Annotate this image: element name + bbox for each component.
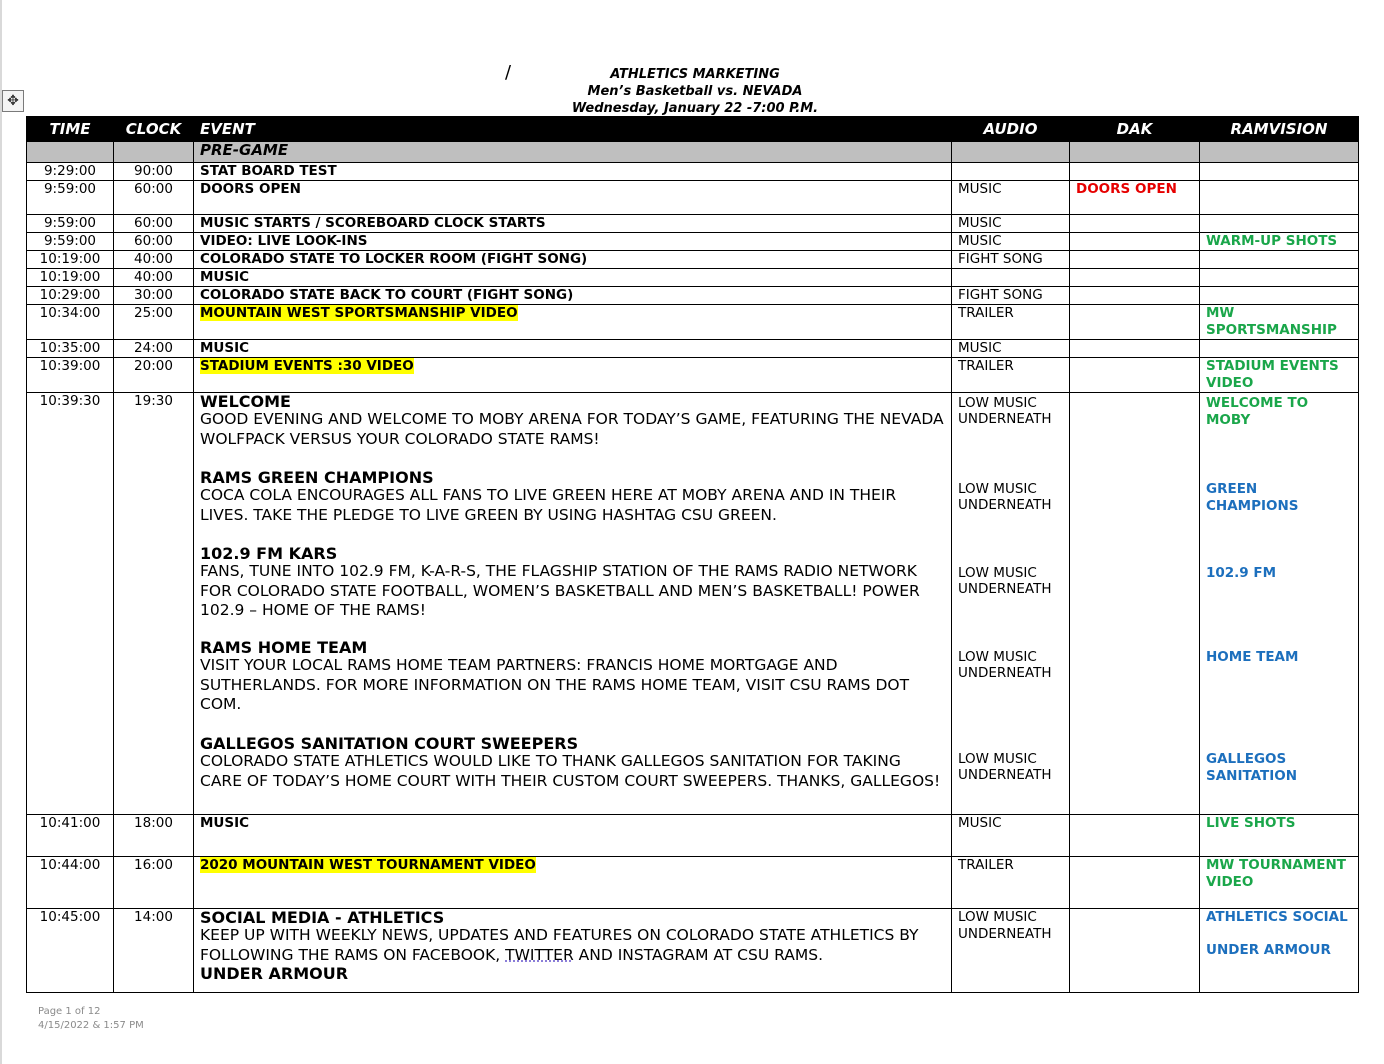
- welcome-block-row: 10:39:30 19:30 WELCOME GOOD EVENING AND WELCOME TO MOBY ARENA FOR TODAY’S GAME, FEATURING THE NEVADA WOLFPACK VERSUS YOUR COLORADO STATE RAMS! RAMS GREEN CHAMPIONS COCA COLA ENCOURAGES ALL FANS TO LIVE GREEN HERE AT MOBY ARENA AND IN THEIR LIVES. TAKE THE PLEDGE TO LIVE GREEN BY USING HASHTAG CSU GREEN. 102.9 FM KARS FANS, TUNE INTO 102.9 FM, K-A-R-S, THE FLAGSHIP STATION OF THE RAMS RADIO NETWORK FOR COLORADO STATE FOOTBALL, WOMEN’S BASKETBALL AND MEN’S BASKETBALL! POWER 102.9 – HOME OF THE RAMS! RAMS HOME TEAM VISIT YOUR LOCAL RAMS HOME TEAM PARTNERS: FRANCIS HOME MORTGAGE AND SUTHERLANDS. FOR MORE INFORMATION ON THE RAMS HOME TEAM, VISIT CSU RAMS DOT COM. GALLEGOS SANITATION COURT SWEEPERS COLORADO STATE ATHLETICS WOULD LIKE TO THANK GALLEGOS SANITATION FOR TAKING CARE OF TODAY’S HOME COURT WITH THEIR CUSTOM COURT SWEEPERS. THANKS, GALLEGOS! LOW MUSIC UNDERNEATH LOW MUSIC UNDERNEATH LOW MUSIC UNDERNEATH LOW MUSIC UNDERNEATH LOW MUSIC UNDERNEATH WELCOME TO MOBY GREEN CHAMPIONS 102.9 FM HOME TEAM GALLEGOS SANITATION: [27, 393, 1359, 815]
- doc-title: ATHLETICS MARKETING: [610, 67, 780, 82]
- table-row: 10:35:00 24:00 MUSIC MUSIC: [27, 340, 1359, 358]
- table-row: 9:29:00 90:00 STAT BOARD TEST: [27, 163, 1359, 181]
- doc-date: Wednesday, January 22 -7:00 P.M.: [571, 101, 819, 116]
- pregame-row: [27, 142, 1359, 163]
- pregame-label: PRE-GAME: [194, 142, 952, 163]
- col-ramvision-header: RAMVISION: [1200, 117, 1359, 142]
- welcome-scripts: WELCOME GOOD EVENING AND WELCOME TO MOBY ARENA FOR TODAY’S GAME, FEATURING THE NEVADA WOLFPACK VERSUS YOUR COLORADO STATE RAMS! RAMS GREEN CHAMPIONS COCA COLA ENCOURAGES ALL FANS TO LIVE GREEN HERE AT MOBY ARENA AND IN THEIR LIVES. TAKE THE PLEDGE TO LIVE GREEN BY USING HASHTAG CSU GREEN. 102.9 FM KARS FANS, TUNE INTO 102.9 FM, K-A-R-S, THE FLAGSHIP STATION OF THE RAMS RADIO NETWORK FOR COLORADO STATE FOOTBALL, WOMEN’S BASKETBALL AND MEN’S BASKETBALL! POWER 102.9 – HOME OF THE RAMS! RAMS HOME TEAM VISIT YOUR LOCAL RAMS HOME TEAM PARTNERS: FRANCIS HOME MORTGAGE AND SUTHERLANDS. FOR MORE INFORMATION ON THE RAMS HOME TEAM, VISIT CSU RAMS DOT COM. GALLEGOS SANITATION COURT SWEEPERS COLORADO STATE ATHLETICS WOULD LIKE TO THANK GALLEGOS SANITATION FOR TAKING CARE OF TODAY’S HOME COURT WITH THEIR CUSTOM COURT SWEEPERS. THANKS, GALLEGOS!: [194, 393, 952, 815]
- table-move-handle-icon[interactable]: ✥: [2, 90, 24, 112]
- table-row: 9:59:00 60:00 VIDEO: LIVE LOOK-INS MUSIC WARM-UP SHOTS: [27, 233, 1359, 251]
- table-header-row: [27, 117, 1359, 142]
- table-row: 10:34:00 25:00 MOUNTAIN WEST SPORTSMANSHIP VIDEO TRAILER MW SPORTSMANSHIP: [27, 305, 1359, 340]
- page-left-edge: [0, 0, 2, 1064]
- table-row: 9:59:00 60:00 MUSIC STARTS / SCOREBOARD CLOCK STARTS MUSIC: [27, 215, 1359, 233]
- table-row: 10:19:00 40:00 COLORADO STATE TO LOCKER ROOM (FIGHT SONG) FIGHT SONG: [27, 251, 1359, 269]
- col-time-header: TIME: [27, 117, 114, 142]
- col-event-header: EVENT: [194, 117, 952, 142]
- table-row: 10:44:00 16:00 2020 MOUNTAIN WEST TOURNAMENT VIDEO TRAILER MW TOURNAMENT VIDEO: [27, 857, 1359, 909]
- table-row: 10:39:00 20:00 STADIUM EVENTS :30 VIDEO TRAILER STADIUM EVENTS VIDEO: [27, 358, 1359, 393]
- welcome-ramvision: WELCOME TO MOBY GREEN CHAMPIONS 102.9 FM HOME TEAM GALLEGOS SANITATION: [1200, 393, 1359, 815]
- spellcheck-flagged-word[interactable]: TWITTER: [505, 945, 574, 964]
- print-stamp: 4/15/2022 & 1:57 PM: [38, 1020, 144, 1031]
- col-audio-header: AUDIO: [952, 117, 1070, 142]
- table-row: 10:41:00 18:00 MUSIC MUSIC LIVE SHOTS: [27, 815, 1359, 857]
- rundown-table: [26, 116, 1359, 993]
- table-row: 9:59:00 60:00 DOORS OPEN MUSIC DOORS OPEN: [27, 181, 1359, 215]
- table-row: 10:29:00 30:00 COLORADO STATE BACK TO COURT (FIGHT SONG) FIGHT SONG: [27, 287, 1359, 305]
- col-clock-header: CLOCK: [114, 117, 194, 142]
- page-number: Page 1 of 12: [38, 1006, 101, 1017]
- text-cursor: /: [505, 62, 512, 83]
- dak-doors-open: DOORS OPEN: [1070, 181, 1200, 215]
- social-row: 10:45:00 14:00 SOCIAL MEDIA - ATHLETICS KEEP UP WITH WEEKLY NEWS, UPDATES AND FEATURES ON COLORADO STATE ATHLETICS BY FOLLOWING THE RAMS ON FACEBOOK, TWITTER AND INSTAGRAM AT CSU RAMS. UNDER ARMOUR LOW MUSIC UNDERNEATH ATHLETICS SOCIAL UNDER ARMOUR: [27, 909, 1359, 993]
- welcome-audio: LOW MUSIC UNDERNEATH LOW MUSIC UNDERNEATH LOW MUSIC UNDERNEATH LOW MUSIC UNDERNEATH LOW MUSIC UNDERNEATH: [952, 393, 1070, 815]
- table-row: 10:19:00 40:00 MUSIC: [27, 269, 1359, 287]
- doc-subtitle: Men’s Basketball vs. NEVADA: [587, 84, 803, 99]
- col-dak-header: DAK: [1070, 117, 1200, 142]
